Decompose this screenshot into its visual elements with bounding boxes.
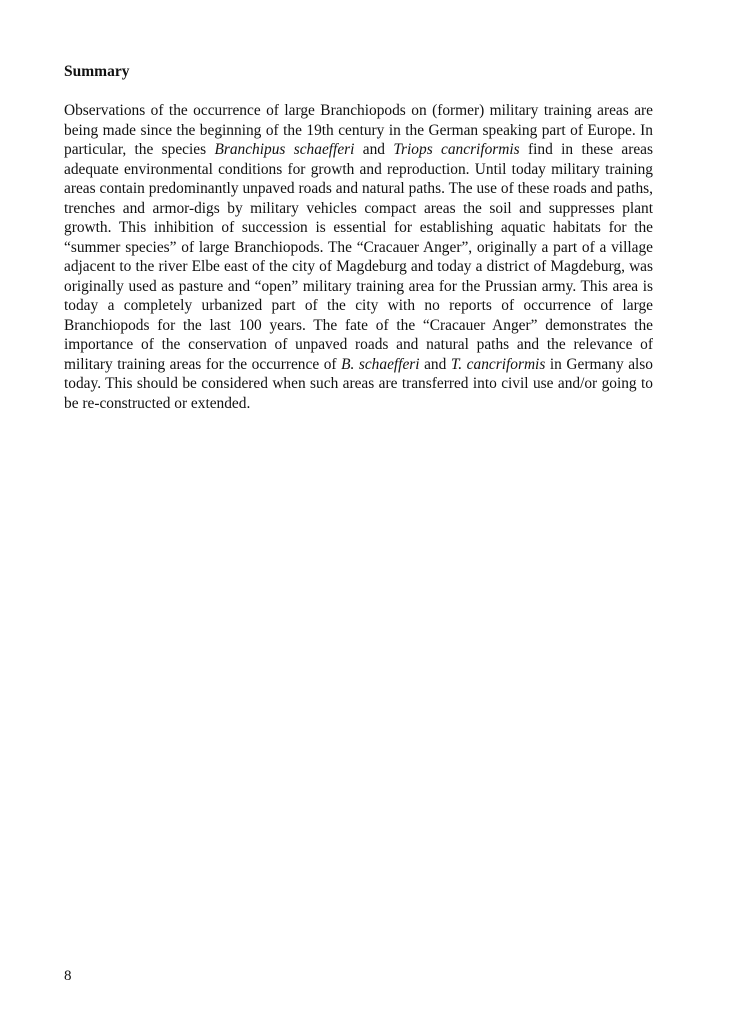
text-segment: find in these areas adequate environmental conditions for growth and reproduction. Until today military training areas contain predominantly unpaved roads and natural paths. The use of these roads and paths, trenches and armor-digs by military vehicles compact areas the soil and suppresses plant growth. This inhibition of succession is essential for establishing aquatic habitats for the “summer species” of large Branchiopods. The “Cracauer Anger”, originally a part of a village adjacent to the river Elbe east of the city of Magdeburg and today a district of Magdeburg, was originally used as pasture and “open” military training area for the Prussian army. This area is today a completely urbanized part of the city with no reports of occurrence of large Branchiopods for the last 100 years. The fate of the “Cracauer Anger” demonstrates the importance of the conservation of unpaved roads and natural paths and the relevance of military training areas for the occurrence of bbox=[64, 141, 654, 373]
summary-paragraph bbox=[64, 101, 653, 413]
page-number: 8 bbox=[64, 968, 72, 984]
section-heading: Summary bbox=[64, 63, 130, 80]
species-name: Triops cancriformis bbox=[393, 141, 520, 158]
species-name: B. schaefferi bbox=[341, 355, 420, 373]
text-segment: Observations of the occurrence of large Branchiopods on (former) military training areas are being made since the beginning of the 19th century in the German speaking part of Europe. In particular, the species bbox=[64, 102, 653, 158]
text-segment: and bbox=[419, 355, 451, 373]
text-segment: in Germany also today. This should be considered when such areas are transferred into civil use and/or going to be re-constructed or extended. bbox=[64, 355, 653, 412]
species-name: T. cancriformis bbox=[450, 355, 546, 373]
text-segment: and bbox=[354, 141, 394, 158]
species-name: Branchipus schaefferi bbox=[214, 141, 355, 158]
